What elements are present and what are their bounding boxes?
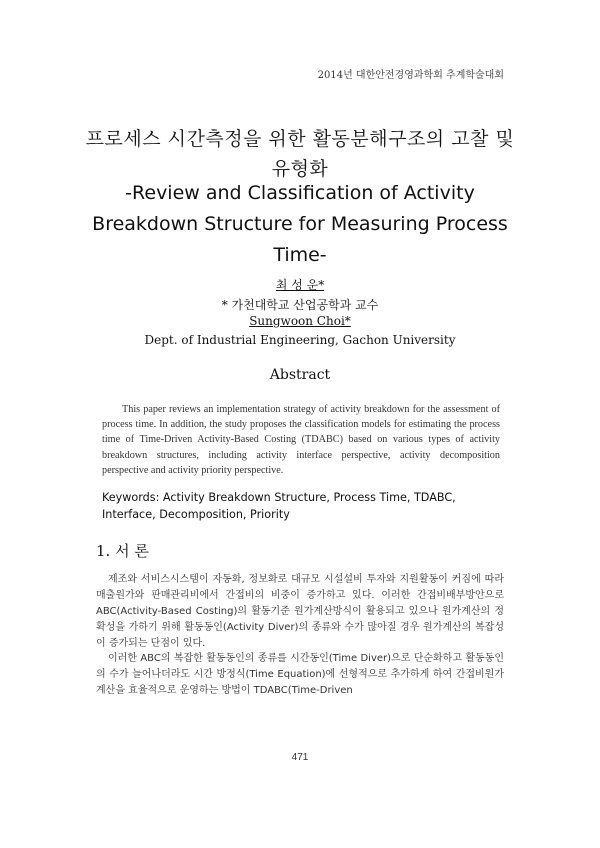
section-heading: 1. 서 론 [96,542,149,560]
body-paragraph-2: 이러한 ABC의 복잡한 활동동인의 종류를 시간동인(Time Diver)으로 단순화하고 활동동인의 수가 늘어나더라도 시간 방정식(Time Equation)에 선형적으로 추가하게 하여 간접비원가계산을 효율적으로 운영하는 방법이 TDABC(Time-Driven [96,653,504,696]
author-english-name: Sungwoon Choi* [249,314,351,328]
keywords: Keywords: Activity Breakdown Structure, Process Time, TDABC, Interface, Decomposition, Priority [102,491,456,521]
affiliation-korean: * 가천대학교 산업공학과 교수 [221,298,379,312]
abstract-text: This paper reviews an implementation strategy of activity breakdown for the assessment of process time. In addition, the study proposes the classification models for estimating the process time of Time-Driven Activity-Based Costing (TDABC) based on various types of activity breakdown structures, including activity interface perspective, activity decomposition perspective and activity priority perspective. [102,404,500,476]
title-korean: 프로세스 시간측정을 위한 활동분해구조의 고찰 및 유형화 [85,128,515,180]
author-english [0,314,600,328]
author-korean [0,276,600,293]
affiliation-english: Dept. of Industrial Engineering, Gachon University [144,333,456,347]
page-number: 471 [291,752,309,763]
title-english: -Review and Classification of Activity Breakdown Structure for Measuring Process Time- [92,182,508,266]
author-korean-name: 최 성 운* [275,278,325,292]
abstract-heading: Abstract [269,367,331,383]
conference-header: 2014년 대한안전경영과학회 추계학술대회 [317,70,504,81]
body-paragraph-1: 제조와 서비스시스템이 자동화, 정보화로 대규모 시설설비 투자와 지원활동이 커짐에 따라 매출원가와 판매관리비에서 간접비의 비중이 증가하고 있다. 이러한 간접비배부방안으로 ABC(Activity-Based Costing)의 활동기준 원가계산방식이 활용되고 있으나 원가계산의 정확성을 가하기 위해 활동동인(Activity Diver)의 종류와 수가 많아질 경우 원가계산의 복잡성이 증가되는 단점이 있다. [96,574,504,649]
